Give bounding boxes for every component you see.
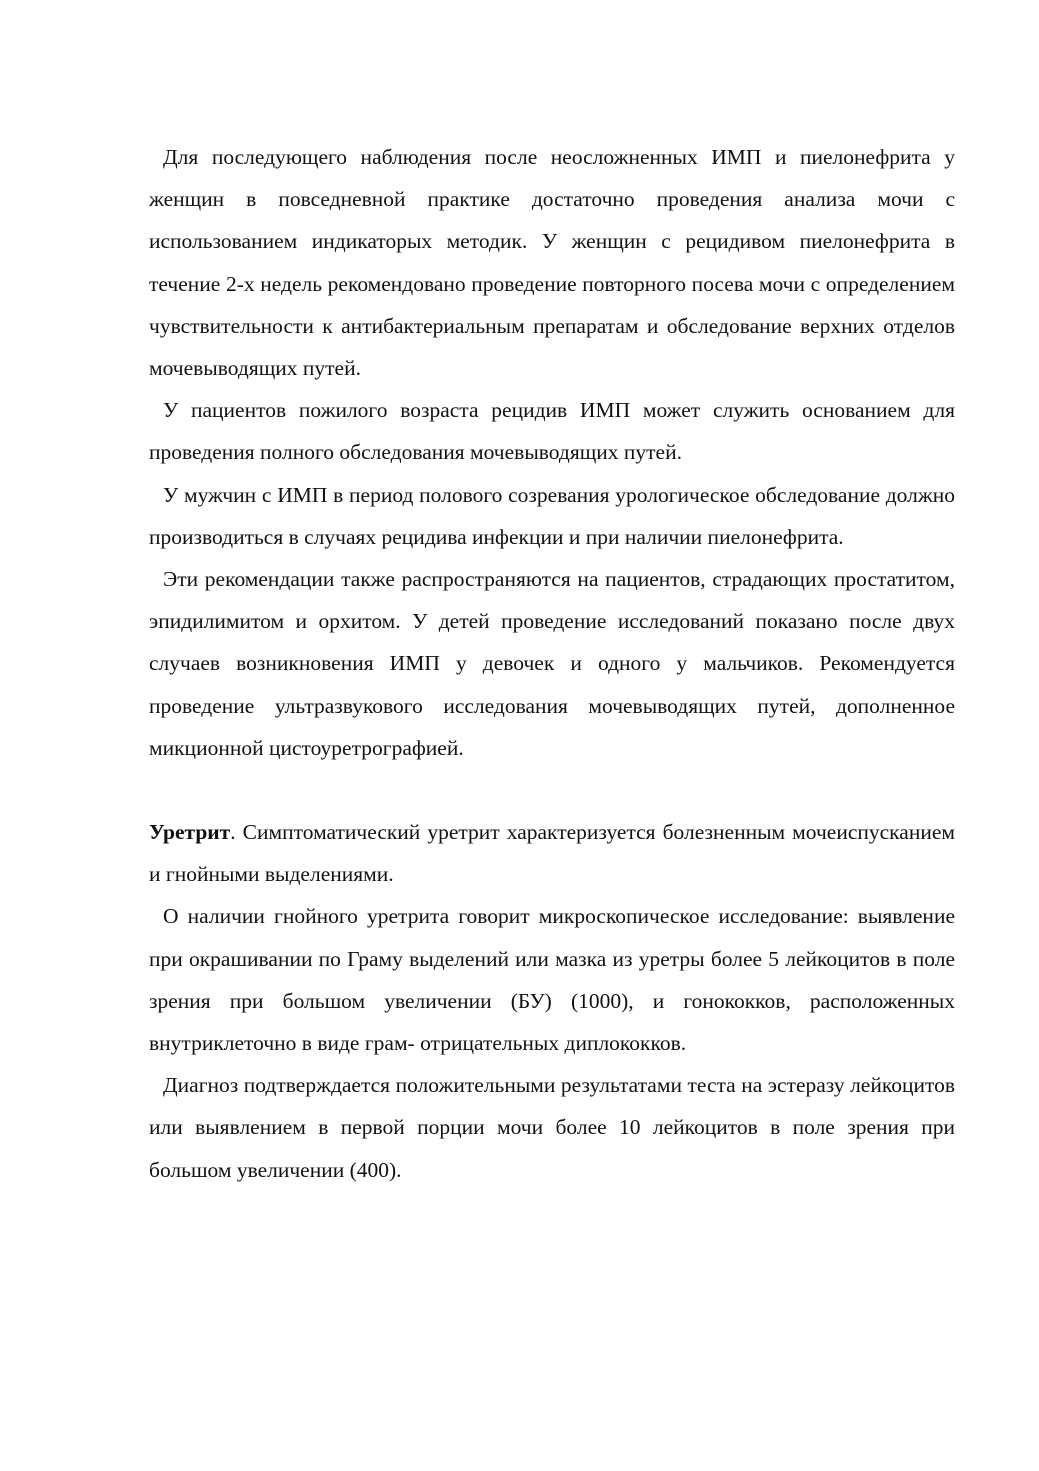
section-title: Уретрит	[149, 820, 231, 845]
paragraph-follow-up: Для последующего наблюдения после неосложненных ИМП и пиелонефрита у женщин в повседневной практике достаточно проведения анализа мочи с использованием индикаторых методик. У женщин с рецидивом пиелонефрита в течение 2-х недель рекомендовано проведение повторного посева мочи с определением чувствительности к антибактериальным препаратам и обследование верхних отделов мочевыводящих путей.	[149, 145, 955, 381]
urethritis-section	[149, 811, 955, 895]
paragraph-recommendations: Эти рекомендации также распространяются на пациентов, страдающих простатитом, эпидилимитом и орхитом. У детей проведение исследований показано после двух случаев возникновения ИМП у девочек и одного у мальчиков. Рекомендуется проведение ультразвукового исследования мочевыводящих путей, дополненное микционной цистоуретрографией.	[149, 567, 955, 760]
paragraph-diagnosis: Диагноз подтверждается положительными результатами теста на эстеразу лейкоцитов или выявлением в первой порции мочи более 10 лейкоцитов в поле зрения при большом увеличении (400).	[149, 1073, 955, 1182]
section-intro: Симптоматический уретрит характеризуется болезненным мочеиспусканием и гнойными выделениями.	[149, 820, 955, 887]
document-body	[149, 136, 955, 1191]
paragraph-microscopy: О наличии гнойного уретрита говорит микроскопическое исследование: выявление при окрашивании по Граму выделений или мазка из уретры более 5 лейкоцитов в поле зрения при большом увеличении (БУ) (1000), и гонококков, расположенных внутриклеточно в виде грам- отрицательных диплококков.	[149, 904, 955, 1056]
paragraph-elderly: У пациентов пожилого возраста рецидив ИМП может служить основанием для проведения полного обследования мочевыводящих путей.	[149, 398, 955, 465]
section-title-suffix: .	[230, 820, 236, 845]
paragraph-men: У мужчин с ИМП в период полового созревания урологическое обследование должно производиться в случаях рецидива инфекции и при наличии пиелонефрита.	[149, 482, 955, 549]
